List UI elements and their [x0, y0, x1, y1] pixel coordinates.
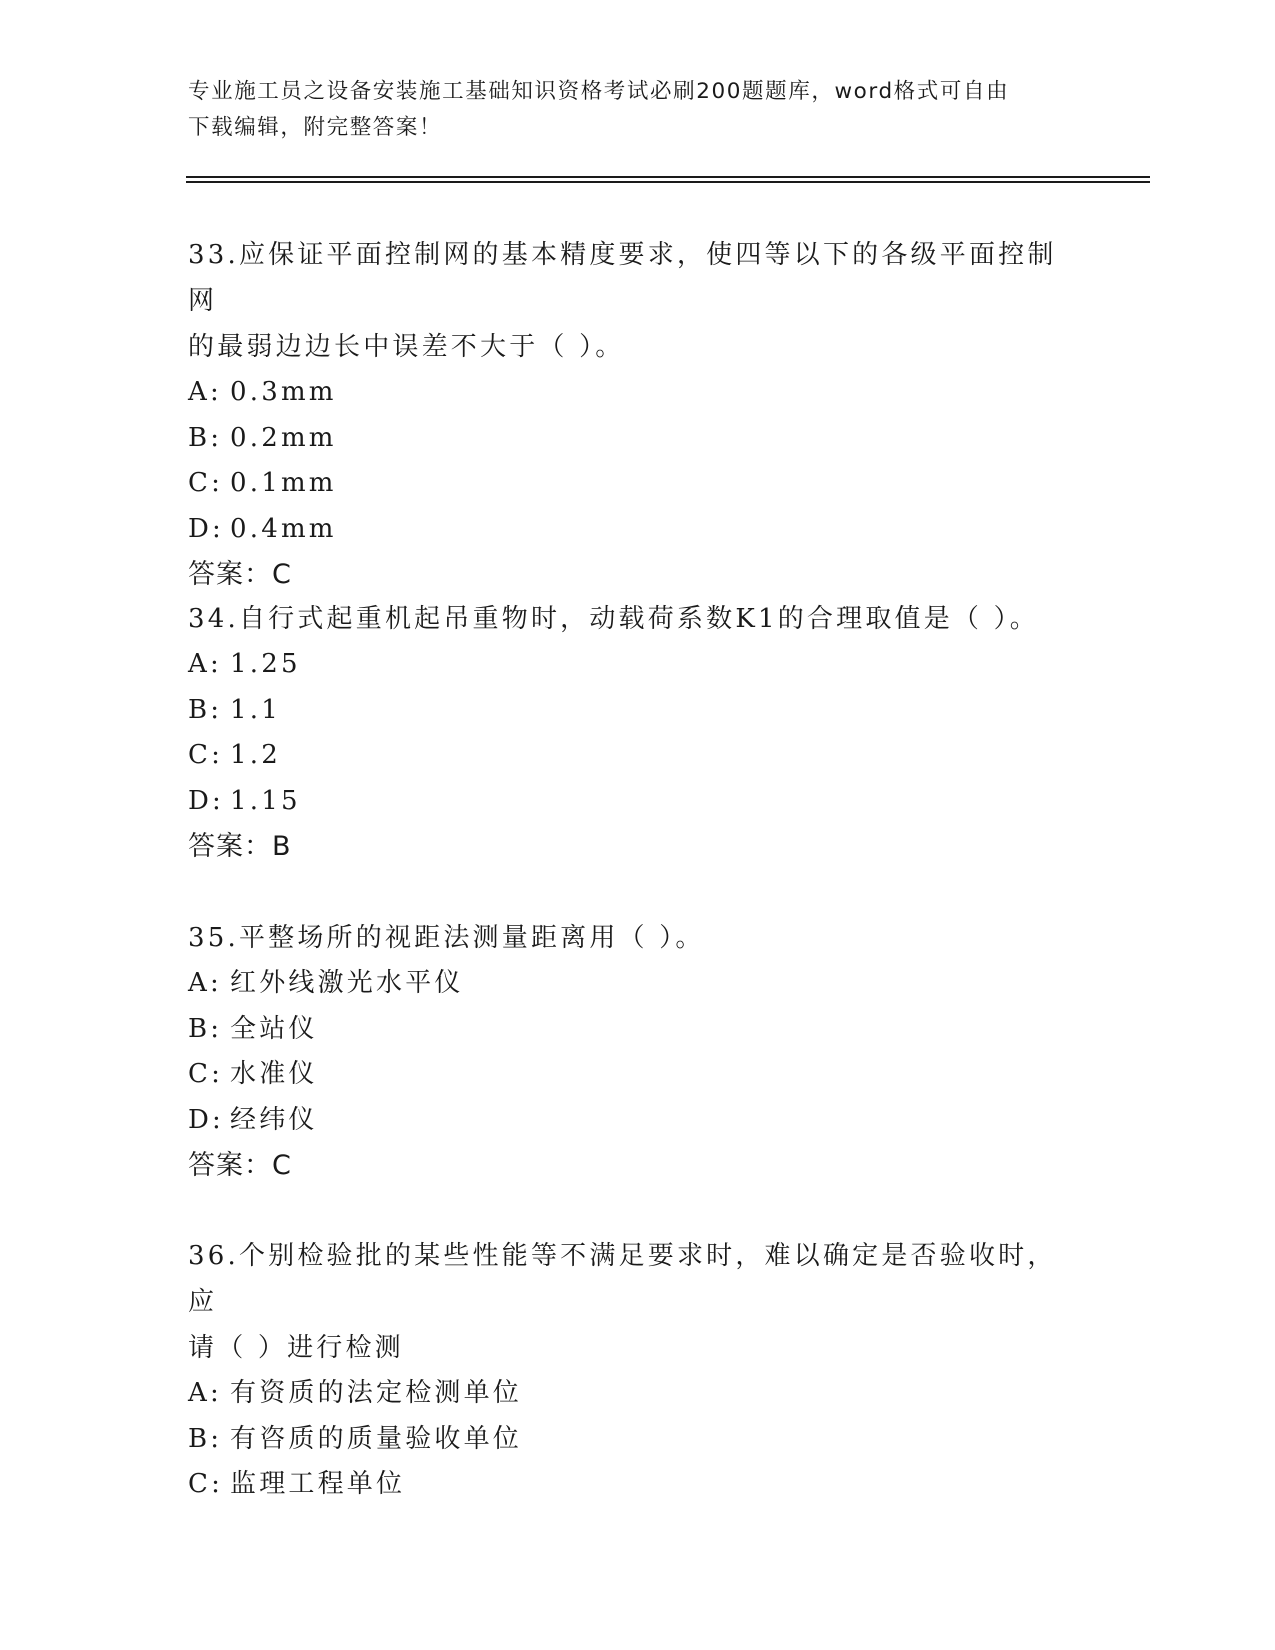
option-letter: B:	[188, 694, 223, 725]
question-stem-line-1: 33.应保证平面控制网的基本精度要求，使四等以下的各级平面控制网	[188, 240, 1057, 316]
option-text: 1.2	[230, 740, 281, 770]
document-header	[188, 74, 1068, 146]
option-b	[188, 688, 1078, 734]
question-stem	[188, 596, 1078, 642]
option-text: 0.1mm	[230, 468, 337, 498]
option-text: 0.3mm	[230, 377, 337, 407]
option-d	[188, 779, 1078, 825]
option-letter: A:	[188, 377, 222, 407]
question-stem-line-2: 的最弱边边长中误差不大于（ ）。	[188, 332, 625, 362]
option-letter: A:	[188, 649, 222, 679]
option-text: 经纬仪	[230, 1104, 318, 1135]
option-list	[188, 1371, 1078, 1508]
option-a	[188, 961, 1078, 1007]
option-c	[188, 1462, 1078, 1508]
option-list	[188, 370, 1078, 552]
question-stem-line-1: 34.自行式起重机起吊重物时，动载荷系数K1的合理取值是（ ）。	[188, 604, 1039, 634]
option-letter: A:	[188, 968, 222, 998]
option-d	[188, 507, 1078, 553]
option-text: 监理工程单位	[230, 1469, 406, 1499]
option-text: 1.1	[230, 694, 281, 725]
question-stem-line-2: 请（ ）进行检测	[188, 1333, 404, 1363]
option-text: 0.2mm	[230, 422, 337, 453]
question-33	[188, 232, 1078, 598]
option-b	[188, 1417, 1078, 1463]
option-letter: A:	[188, 1378, 222, 1408]
option-text: 0.4mm	[230, 513, 337, 544]
question-stem-line-1: 35.平整场所的视距法测量距离用（ ）。	[188, 923, 705, 953]
option-letter: B:	[188, 1423, 223, 1454]
option-text: 有资质的法定检测单位	[230, 1378, 523, 1408]
option-c	[188, 1052, 1078, 1098]
option-letter: D:	[188, 1104, 225, 1135]
option-b	[188, 416, 1078, 462]
option-text: 水准仪	[230, 1059, 318, 1089]
option-letter: C:	[188, 468, 224, 498]
option-letter: D:	[188, 513, 225, 544]
option-a	[188, 370, 1078, 416]
option-a	[188, 642, 1078, 688]
option-text: 1.15	[230, 785, 301, 816]
answer-line: 答案：C	[188, 559, 292, 590]
option-text: 红外线激光水平仪	[230, 968, 464, 998]
question-stem-line-1: 36.个别检验批的某些性能等不满足要求时，难以确定是否验收时，应	[188, 1241, 1057, 1317]
option-letter: B:	[188, 1013, 223, 1044]
option-a	[188, 1371, 1078, 1417]
question-34	[188, 596, 1078, 870]
option-c	[188, 733, 1078, 779]
header-line-1: 专业施工员之设备安装施工基础知识资格考试必刷200题题库，word格式可自由	[188, 79, 1010, 104]
option-letter: C:	[188, 1059, 224, 1089]
option-list	[188, 642, 1078, 824]
header-divider-top	[186, 176, 1150, 178]
answer-line: 答案：B	[188, 831, 292, 862]
option-b	[188, 1007, 1078, 1053]
option-letter: C:	[188, 1469, 224, 1499]
option-text: 有咨质的质量验收单位	[230, 1423, 523, 1454]
option-letter: D:	[188, 785, 225, 816]
option-list	[188, 961, 1078, 1143]
answer-line: 答案：C	[188, 1150, 292, 1181]
question-stem	[188, 915, 1078, 961]
option-text: 1.25	[230, 649, 301, 679]
option-d	[188, 1098, 1078, 1144]
question-stem	[188, 232, 1078, 370]
header-divider-bottom	[186, 181, 1150, 183]
header-line-2: 下载编辑，附完整答案！	[188, 115, 443, 140]
option-text: 全站仪	[230, 1013, 318, 1044]
question-stem	[188, 1233, 1078, 1371]
option-c	[188, 461, 1078, 507]
question-35	[188, 915, 1078, 1189]
option-letter: C:	[188, 740, 224, 770]
question-36	[188, 1233, 1078, 1508]
option-letter: B:	[188, 422, 223, 453]
